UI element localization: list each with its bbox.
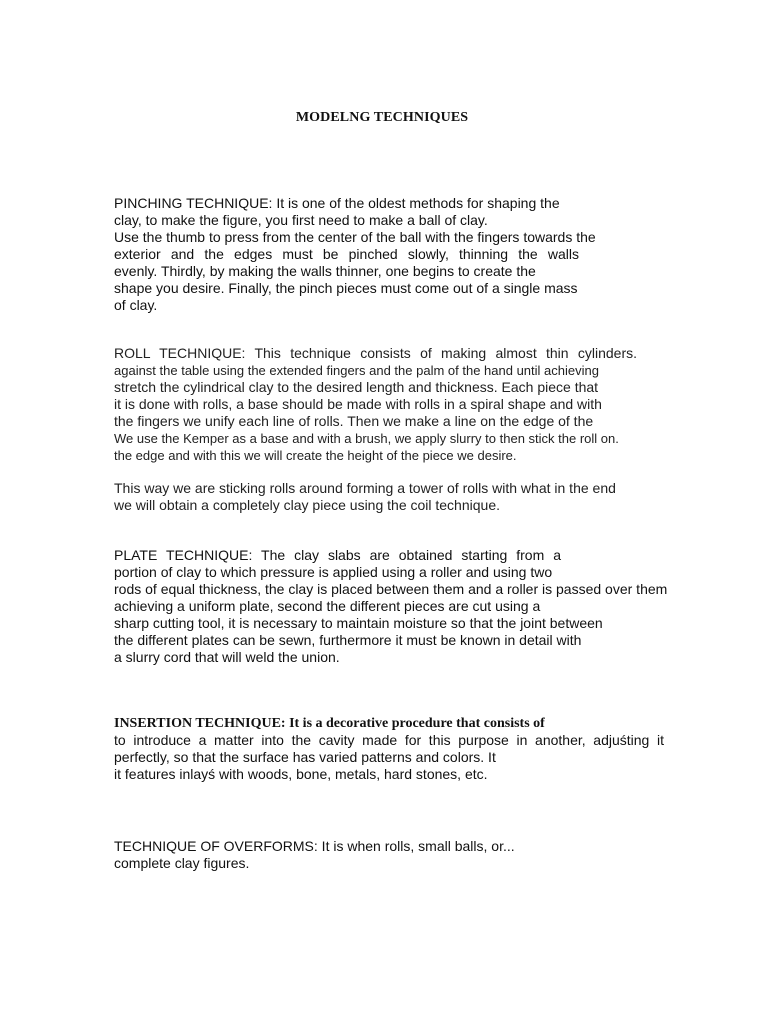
text-line: the edge and with this we will create the height of the piece we desire. (114, 448, 517, 463)
text-line: We use the Kemper as a base and with a brush, we apply slurry to then stick the roll on. (114, 431, 619, 446)
text-line: it is done with rolls, a base should be made with rolls in a spiral shape and with (114, 396, 602, 412)
overforms-paragraph (114, 838, 714, 872)
text-line: achieving a uniform plate, second the different pieces are cut using a (114, 598, 541, 614)
text-line: clay, to make the figure, you first need to make a ball of clay. (114, 212, 488, 228)
text-line: the fingers we unify each line of rolls. Then we make a line on the edge of the (114, 413, 594, 429)
text-line: TECHNIQUE OF OVERFORMS: It is when rolls, small balls, or... (114, 838, 515, 854)
text-line: sharp cutting tool, it is necessary to maintain moisture so that the joint between (114, 615, 603, 631)
text-line: This way we are sticking rolls around forming a tower of rolls with what in the end (114, 480, 616, 496)
text-line: exterior and the edges must be pinched slowly, thinning the walls (114, 246, 579, 262)
text-line: ROLL TECHNIQUE: This technique consists of making almost thin cylinders. (114, 345, 637, 361)
text-line: stretch the cylindrical clay to the desired length and thickness. Each piece that (114, 379, 599, 395)
text-line: rods of equal thickness, the clay is placed between them and a roller is passed over them (114, 581, 668, 597)
text-line: it features inlayś with woods, bone, metals, hard stones, etc. (114, 766, 488, 782)
insertion-paragraph (114, 715, 714, 783)
text-line: portion of clay to which pressure is applied using a roller and using two (114, 564, 553, 580)
text-line: the different plates can be sewn, furthermore it must be known in detail with (114, 632, 582, 648)
plate-paragraph (114, 547, 714, 666)
document-title: MODELNG TECHNIQUES (295, 110, 469, 125)
text-line: PLATE TECHNIQUE: The clay slabs are obtained starting from a (114, 547, 561, 563)
text-line: PINCHING TECHNIQUE: It is one of the oldest methods for shaping the (114, 195, 560, 211)
roll-extra-paragraph (114, 480, 714, 514)
text-line: perfectly, so that the surface has varied patterns and colors. It (114, 749, 496, 765)
text-line: shape you desire. Finally, the pinch pieces must come out of a single mass (114, 280, 578, 296)
text-line: evenly. Thirdly, by making the walls thinner, one begins to create the (114, 263, 536, 279)
text-line: a slurry cord that will weld the union. (114, 649, 340, 665)
text-line: against the table using the extended fingers and the palm of the hand until achieving (114, 363, 599, 378)
text-line: INSERTION TECHNIQUE: It is a decorative procedure that consists of (114, 716, 545, 731)
text-line: complete clay figures. (114, 855, 250, 871)
pinching-paragraph (114, 195, 714, 314)
text-line: we will obtain a completely clay piece using the coil technique. (114, 497, 500, 513)
text-line: Use the thumb to press from the center of the ball with the fingers towards the (114, 229, 596, 245)
roll-paragraph (114, 345, 714, 464)
text-line: to introduce a matter into the cavity made for this purpose in another, adjuśting it (114, 732, 664, 748)
text-line: of clay. (114, 297, 158, 313)
